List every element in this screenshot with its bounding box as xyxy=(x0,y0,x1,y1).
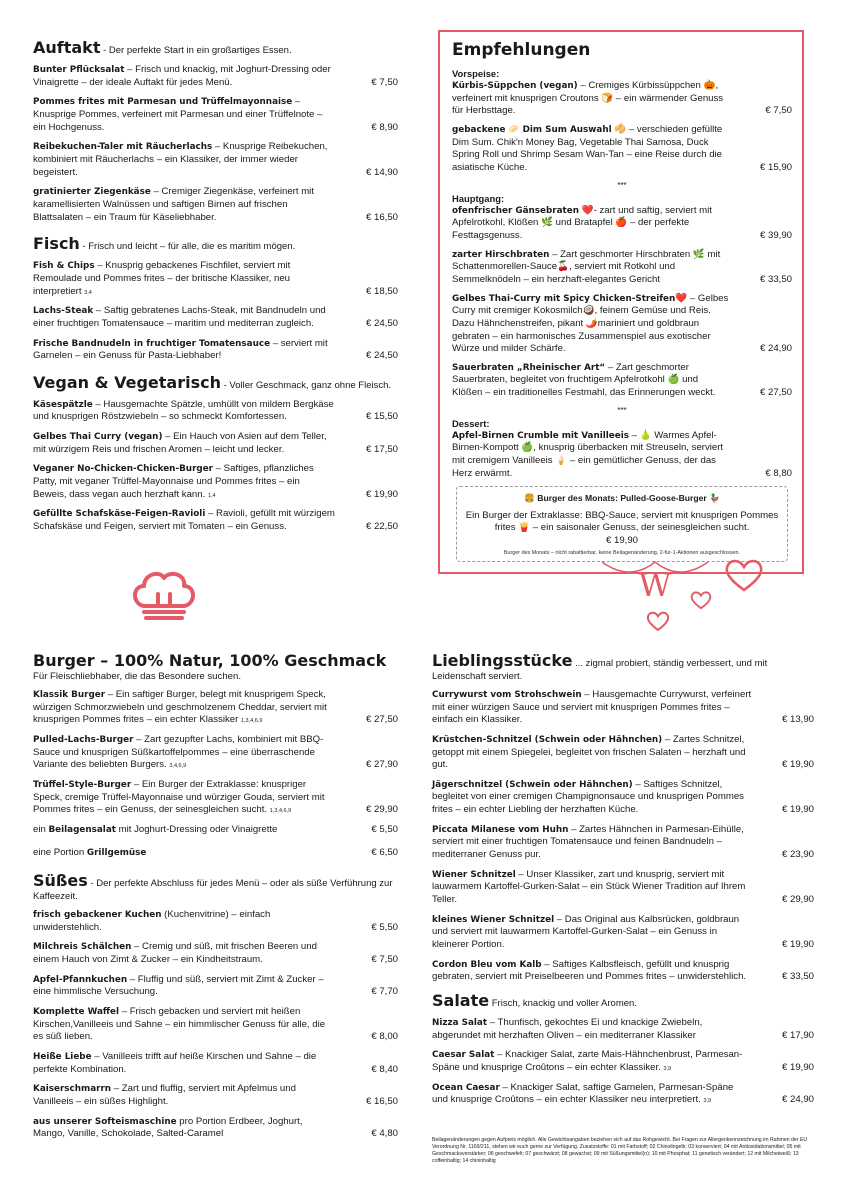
section-subtitle: ... zigmal probiert, ständig verbessert, und mit Leidenschaft serviert. xyxy=(432,658,768,682)
item-desc: ❤️- zart und saftig, serviert mit Apfelrotkohl, Klößen 🌿 und Bratapfel 🍎 – der perfekte Festtagsgenuss. xyxy=(452,204,712,241)
menu-item xyxy=(33,431,398,456)
item-name: ofenfrischer Gänsebraten xyxy=(452,205,579,216)
item-desc: – Saftiges Kalbsfleisch, gefüllt und knusprig gebraten, serviert mit Preiselbeeren und Pommes frites – unwiderstehlich. xyxy=(432,958,747,983)
section-burger-extras xyxy=(33,824,398,859)
item-desc: – Saftiges Schnitzel, begleitet von einer cremigen Champignonsauce und knusprigen Pommes frites – ein echter Liebling der herzhaften Küche. xyxy=(432,778,744,816)
menu-item xyxy=(33,96,398,134)
section-fisch-header xyxy=(33,234,398,254)
item-desc: – Saftig gebratenes Lachs-Steak, mit Bandnudeln und einer fruchtigen Tomatensauce – maritim und mediterran zugleich. xyxy=(33,305,326,329)
item-price: € 7,50 xyxy=(371,76,398,88)
item-price: € 39,90 xyxy=(759,229,792,241)
section-vegan xyxy=(33,399,398,534)
section-burger-header xyxy=(33,651,398,683)
item-desc: – Cremiger Ziegenkäse, verfeinert mit karamellisierten Walnüssen und saftigen Birnen auf frischen Blattsalaten – ein Traum für Käseliebhaber. xyxy=(33,186,314,223)
item-desc: – Zart gezupfter Lachs, kombiniert mit BBQ-Sauce und knusprigen Süßkartoffelpommes – eine überraschende Variante des beliebten Burgers. xyxy=(33,733,324,771)
menu-item xyxy=(33,734,398,772)
separator: *** xyxy=(617,405,627,415)
item-price: € 29,90 xyxy=(365,804,398,816)
item-price: € 19,90 xyxy=(781,1061,814,1073)
item-name: Trüffel-Style-Burger xyxy=(33,779,132,790)
item-price: € 23,90 xyxy=(781,849,814,861)
item-name: Caesar Salat xyxy=(432,1050,495,1061)
item-desc: – Knackiger Salat, zarte Mais-Hähnchenbrust, Parmesan-Späne und knusprige Croûtons – ein echter Klassiker. xyxy=(432,1049,743,1073)
item-price: € 15,50 xyxy=(365,411,398,423)
burger-of-month-desc: Ein Burger der Extraklasse: BBQ-Sauce, serviert mit knusprigen Pommes frites 🍟 – ein saisonaler Genuss, der seinesgleichen sucht. xyxy=(465,509,779,534)
menu-item xyxy=(432,1017,814,1042)
menu-item xyxy=(33,64,398,89)
item-name: Veganer No-Chicken-Chicken-Burger xyxy=(33,464,214,475)
separator: *** xyxy=(617,180,627,190)
menu-item xyxy=(452,362,792,400)
vorspeise-list xyxy=(452,80,792,175)
chef-hat-icon xyxy=(128,566,200,626)
item-price: € 19,90 xyxy=(365,488,398,500)
item-name: Milchreis Schälchen xyxy=(33,942,132,953)
menu-item xyxy=(33,1083,398,1108)
menu-item xyxy=(33,141,398,179)
menu-item xyxy=(33,260,398,298)
section-subtitle: Für Fleischliebhaber, die das Besondere suchen. xyxy=(33,671,241,682)
item-desc: – Vanilleeis trifft auf heiße Kirschen und Sahne – die perfekte Kombination. xyxy=(33,1050,317,1075)
item-price: € 8,40 xyxy=(371,1063,398,1075)
section-vegan-header xyxy=(33,373,398,393)
item-note: 3,9 xyxy=(703,1098,712,1105)
vorspeise-label: Vorspeise: xyxy=(452,68,500,79)
item-note: 3,4,6,9 xyxy=(169,763,187,770)
item-desc: – Unser Klassiker, zart und knusprig, serviert mit lauwarmem Kartoffel-Gurken-Salat – ein Stück Wiener Tradition auf Ihrem Teller. xyxy=(432,868,746,906)
item-name: Kaiserschmarrn xyxy=(33,1084,112,1095)
item-desc: – Zart und fluffig, serviert mit Apfelmus und Vanilleeis – ein süßes Highlight. xyxy=(33,1083,296,1107)
item-note: 1,4 xyxy=(207,492,216,499)
item-name: Apfel-Birnen Crumble mit Vanilleeis xyxy=(452,430,629,441)
item-note: 3,9 xyxy=(663,1065,672,1072)
burger-of-month-title: 🍔 Burger des Monats: Pulled-Goose-Burger 🦆 xyxy=(524,493,720,504)
menu-item xyxy=(33,338,398,363)
item-desc: – Saftiges, pflanzliches Patty, mit veganer Trüffel-Mayonnaise und Pommes frites – ein Beweis, dass vegan auch herzhaft kann. xyxy=(33,463,314,500)
item-price: € 8,90 xyxy=(371,121,398,133)
burger-of-month-box xyxy=(456,486,788,561)
item-name: Komplette Waffel xyxy=(33,1007,120,1018)
item-price: € 19,90 xyxy=(781,759,814,771)
item-desc: – serviert mit Garnelen – ein Genuss für Pasta-Liebhaber! xyxy=(33,337,328,362)
menu-item xyxy=(33,1051,398,1076)
item-name: kleines Wiener Schnitzel xyxy=(432,914,555,925)
item-desc: – Knackiger Salat, saftige Garnelen, Parmesan-Späne und knusprige Croûtons – ein echter Klassiker neu interpretiert. xyxy=(432,1081,734,1106)
item-price: € 6,50 xyxy=(371,846,398,858)
item-desc: ❤️ – Gelbes Curry mit cremiger Kokosmilch🥥, feinem Gemüse und Reis. Dazu Hähnchenstreifen, pikant 🌶️mariniert und goldbraun gebraten – ein harmonisches Zusammenspiel aus exotischer Würze und milder Schärfe. xyxy=(452,292,729,355)
item-desc: – Knusprige Pommes, verfeinert mit Parmesan und einer Trüffelnote – ein Hochgenuss. xyxy=(33,96,323,133)
allergen-footnote: Beilagenänderungen gegen Aufpreis möglich. Alle Gewichtsangaben beziehen sich auf das Rohgewicht. Bei Fragen zur Allergenkennzeichnung im Rahmen der EU Verordnung Nr. 1169/211, stehen wir euch gerne zur Verfügung. Zusatzstoffe: 01 mit Farbstoff; 02 Chinolingelb; 03 konserviert; 04 mit Antioxidationsmittel; 05 mit Geschmacksverstärker; 06 geschwefelt; 07 geschwärzt; 08 gewachst; 09 mit Süßungsmittel(n); 10 mit Phosphat; 11 genetisch verändert; 12 mit Milcheiweiß; 13 coffeinhaltig; 14 chininhaltig xyxy=(432,1137,808,1165)
item-price: € 27,90 xyxy=(365,759,398,771)
menu-item xyxy=(432,689,814,727)
section-subtitle: - Der perfekte Start in ein großartiges Essen. xyxy=(100,45,292,56)
menu-item xyxy=(452,124,792,175)
column-right-bottom xyxy=(432,651,814,1114)
item-price: € 19,90 xyxy=(781,939,814,951)
menu-item xyxy=(452,205,792,243)
item-price: € 7,70 xyxy=(371,986,398,998)
section-lieblings xyxy=(432,689,814,984)
section-auftakt xyxy=(33,64,398,224)
item-name: Gelbes Thai Curry (vegan) xyxy=(33,432,163,443)
section-suesses xyxy=(33,909,398,1141)
item-price: € 4,80 xyxy=(371,1128,398,1140)
item-desc: (Kuchenvitrine) – einfach unwiderstehlich. xyxy=(33,909,271,933)
item-price: € 16,50 xyxy=(365,211,398,223)
svg-text:W: W xyxy=(638,566,672,604)
item-note: 3,4 xyxy=(84,289,92,296)
section-title: Vegan & Vegetarisch xyxy=(33,372,221,392)
item-desc: – 🍐 Warmes Apfel-Birnen-Kompott 🍏, knusprig überbacken mit Streuseln, serviert mit cremigem Vanilleeis 🍦 – ein gemütlicher Genuss, der das Herz erwärmt. xyxy=(452,429,724,479)
item-name: Wiener Schnitzel xyxy=(432,869,516,880)
item-desc: – Frisch gebacken und serviert mit heißen Kirschen,Vanilleeis und Sahne – ein himmlischer Genuss für alle, die es süß lieben. xyxy=(33,1006,326,1043)
menu-item xyxy=(33,186,398,224)
item-name: Gelbes Thai-Curry mit Spicy Chicken-Streifen xyxy=(452,293,676,304)
section-title: Auftakt xyxy=(33,38,101,57)
item-note: 1,3,4,6,9 xyxy=(269,808,292,815)
item-name: Ocean Caesar xyxy=(432,1082,500,1093)
dessert-label: Dessert: xyxy=(452,417,490,429)
menu-item xyxy=(33,689,398,727)
item-name: gratinierter Ziegenkäse xyxy=(33,187,151,198)
item-price: € 33,50 xyxy=(781,971,814,983)
item-desc: pro Portion Erdbeer, Joghurt, Mango, Vanille, Schokolade, Salted-Caramel xyxy=(33,1115,303,1140)
section-subtitle: Frisch, knackig und voller Aromen. xyxy=(489,998,637,1009)
menu-item xyxy=(33,909,398,934)
item-name: Klassik Burger xyxy=(33,689,106,700)
menu-item xyxy=(452,430,792,481)
menu-item xyxy=(452,249,792,287)
side-item xyxy=(33,847,398,860)
item-name: zarter Hirschbraten xyxy=(452,249,550,260)
section-auftakt-header xyxy=(33,38,398,58)
heart-icon xyxy=(645,609,671,633)
item-prefix: eine Portion xyxy=(33,846,87,858)
menu-item xyxy=(33,941,398,966)
item-desc: – Frisch und knackig, mit Joghurt-Dressing oder Vinaigrette – der ideale Auftakt für jedes Menü. xyxy=(33,64,331,88)
item-price: € 17,90 xyxy=(781,1029,814,1041)
item-desc: 🥠 – verschieden gefüllte Dim Sum. Chik'n Money Bag, Vegetable Thai Samosa, Duck Spring Roll und Shrimp Sesam Wan-Tan – eine Reise durch die asiatische Küche. xyxy=(452,123,723,173)
item-price: € 27,50 xyxy=(365,714,398,726)
item-desc: – Fluffig und süß, serviert mit Zimt & Zucker – eine himmlische Versuchung. xyxy=(33,973,324,998)
item-desc: – Zart geschmorter Hirschbraten 🌿 mit Schattenmorellen-Sauce🍒, serviert mit Rotkohl und Semmelknödeln – ein herzhaft-elegantes Gericht xyxy=(452,248,721,285)
menu-item xyxy=(432,1049,814,1074)
item-name: Heiße Liebe xyxy=(33,1051,92,1062)
item-price: € 17,50 xyxy=(365,443,398,455)
heart-icon xyxy=(722,556,766,594)
menu-item xyxy=(33,974,398,999)
menu-item xyxy=(33,305,398,330)
column-left-top xyxy=(33,38,398,541)
menu-item xyxy=(33,779,398,817)
menu-item xyxy=(33,399,398,424)
item-desc: – Cremiges Kürbissüppchen 🎃, verfeinert mit knusprigen Croutons 🍞 – ein wärmender Genuss für Herbsttage. xyxy=(452,80,724,117)
item-name: Fish & Chips xyxy=(33,261,95,272)
menu-item xyxy=(452,293,792,356)
item-price: € 18,50 xyxy=(365,285,398,297)
section-title: Süßes xyxy=(33,871,88,891)
section-suesses-header xyxy=(33,871,398,903)
item-price: € 29,90 xyxy=(781,894,814,906)
item-price: € 7,50 xyxy=(765,105,792,117)
dessert-list xyxy=(452,430,792,481)
item-name: Pommes frites mit Parmesan und Trüffelmayonnaise xyxy=(33,97,293,108)
menu-item xyxy=(432,734,814,772)
menu-item xyxy=(432,869,814,907)
heart-icon xyxy=(689,589,713,611)
item-desc: – Ein saftiger Burger, belegt mit knusprigem Speck, würzigen Schmorzwiebeln und geschmolzenem Cheddar, serviert mit knusprigen Pommes frites – ein echter Klassiker xyxy=(33,688,327,726)
hauptgang-list xyxy=(452,205,792,400)
item-desc: – Zart geschmorter Sauerbraten, begleitet von fruchtigem Apfelrotkohl 🍏 und Klößen – ein traditionelles Festmahl, das Erinnerungen weckt. xyxy=(452,361,716,399)
item-name: Bunter Pflücksalat xyxy=(33,65,125,75)
item-name: gebackene 🥟 Dim Sum Auswahl xyxy=(452,124,612,135)
item-price: € 24,90 xyxy=(781,1094,814,1106)
item-name: Jägerschnitzel (Schwein oder Hähnchen) xyxy=(432,779,633,790)
item-prefix: ein xyxy=(33,823,49,835)
item-desc: – Ein Burger der Extraklasse: knuspriger Speck, cremige Trüffel-Mayonnaise und würziger Gouda, serviert mit Pommes frites – ein Genuss, der seinesgleichen sucht. xyxy=(33,778,325,816)
item-name: Gefüllte Schafskäse-Feigen-Ravioli xyxy=(33,509,206,520)
section-subtitle: - Der perfekte Abschluss für jedes Menü – oder als süße Verführung zur Kaffeezeit. xyxy=(33,878,393,903)
section-title: Fisch xyxy=(33,234,80,254)
section-title: Salate xyxy=(432,991,490,1010)
item-desc: – Knusprige Reibekuchen, kombiniert mit Räucherlachs – ein Klassiker, der immer wieder begeistert. xyxy=(33,141,328,178)
item-price: € 24,90 xyxy=(759,343,792,355)
column-left-bottom xyxy=(33,651,398,1148)
section-burger xyxy=(33,689,398,817)
item-price: € 24,50 xyxy=(365,317,398,329)
item-name: Krüstchen-Schnitzel (Schwein oder Hähnchen) xyxy=(432,734,663,745)
side-item xyxy=(33,824,398,837)
item-price: € 19,90 xyxy=(781,804,814,816)
item-desc: – Ein Hauch von Asien auf dem Teller, mit würzigem Reis und frischen Aromen – leicht und lecker. xyxy=(33,431,327,455)
item-desc: – Thunfisch, gekochtes Ei und knackige Zwiebeln, abgerundet mit herzhaften Oliven – ein mediterraner Klassiker xyxy=(432,1017,703,1041)
item-desc: – Hausgemachte Spätzle, umhüllt von mildem Bergkäse und knusprigen Röstzwiebeln – so schmeckt Komfortessen. xyxy=(33,398,334,423)
section-fisch xyxy=(33,260,398,363)
menu-item xyxy=(33,1116,398,1141)
burger-of-month-price: € 19,90 xyxy=(605,535,638,547)
item-desc: – Cremig und süß, mit frischen Beeren und einem Hauch von Zimt & Zucker – ein Kindheitstraum. xyxy=(33,941,317,966)
item-name: Kürbis-Süppchen (vegan) xyxy=(452,81,578,91)
item-price: € 14,90 xyxy=(365,166,398,178)
section-subtitle: - Voller Geschmack, ganz ohne Fleisch. xyxy=(220,379,392,391)
item-name: Pulled-Lachs-Burger xyxy=(33,734,134,745)
item-name: frisch gebackener Kuchen xyxy=(33,910,162,921)
item-name: Beilagensalat xyxy=(48,824,116,835)
menu-item xyxy=(432,1082,814,1107)
menu-item xyxy=(432,959,814,984)
item-name: Lachs-Steak xyxy=(33,306,94,317)
item-price: € 16,50 xyxy=(365,1095,398,1107)
menu-item xyxy=(33,463,398,501)
section-salate-header xyxy=(432,991,814,1011)
item-price: € 7,50 xyxy=(371,954,398,966)
item-desc: – Ravioli, gefüllt mit würzigem Schafskäse und Feigen, serviert mit Tomaten – ein Genuss. xyxy=(33,508,335,533)
recommendations-box xyxy=(438,30,804,574)
item-price: € 22,50 xyxy=(365,521,398,533)
menu-item xyxy=(452,80,792,118)
menu-item xyxy=(432,824,814,862)
item-price: € 27,50 xyxy=(759,387,792,399)
item-price: € 13,90 xyxy=(781,714,814,726)
section-salate xyxy=(432,1017,814,1107)
item-price: € 24,50 xyxy=(365,350,398,362)
item-desc: – Zartes Schnitzel, getoppt mit einem Spiegelei, begleitet von frischen Salaten – herzhaft und gut. xyxy=(432,733,746,771)
menu-item xyxy=(33,1006,398,1044)
item-name: Currywurst vom Strohschwein xyxy=(432,689,582,700)
item-name: Reibekuchen-Taler mit Räucherlachs xyxy=(33,142,213,153)
hauptgang-label: Hauptgang: xyxy=(452,192,505,204)
menu-item xyxy=(432,914,814,952)
item-price: € 8,00 xyxy=(371,1031,398,1043)
section-lieblings-header xyxy=(432,651,814,683)
burger-of-month-note: Burger des Monats – nicht rabattierbar, keine Beilagenänderung, 2-für-1-Aktionen ausgeschlossen. xyxy=(503,549,741,556)
item-suffix: mit Joghurt-Dressing oder Vinaigrette xyxy=(115,823,278,835)
item-name: aus unserer Softeismaschine xyxy=(33,1116,177,1127)
menu-item xyxy=(33,508,398,533)
item-desc: – Hausgemachte Currywurst, verfeinert mit einer würzigen Sauce und serviert mit knusprigen Pommes frites – einfach ein Klassiker. xyxy=(432,688,752,726)
item-name: Frische Bandnudeln in fruchtiger Tomatensauce xyxy=(33,338,271,349)
item-desc: – Das Original aus Kalbsrücken, goldbraun und serviert mit lauwarmem Kartoffel-Gurken-Salat – ein Genuss in kleinerer Portion. xyxy=(432,913,740,951)
item-price: € 5,50 xyxy=(371,921,398,933)
item-name: Käsespätzle xyxy=(33,399,93,410)
section-subtitle: - Frisch und leicht – für alle, die es maritim mögen. xyxy=(79,241,296,253)
item-price: € 5,50 xyxy=(371,823,398,835)
item-price: € 15,90 xyxy=(759,161,792,173)
menu-item xyxy=(432,779,814,817)
item-name: Piccata Milanese vom Huhn xyxy=(432,824,569,835)
item-name: Nizza Salat xyxy=(432,1018,488,1028)
section-title: Lieblingsstücke xyxy=(432,651,573,670)
item-name: Grillgemüse xyxy=(86,847,147,858)
item-price: € 33,50 xyxy=(759,273,792,285)
item-name: Cordon Bleu vom Kalb xyxy=(432,959,542,970)
item-price: € 8,80 xyxy=(765,467,792,479)
item-desc: – Knusprig gebackenes Fischfilet, serviert mit Remoulade und Pommes frites – der britische Klassiker, neu interpretiert xyxy=(33,260,291,297)
recommendations-title: Empfehlungen xyxy=(452,40,591,60)
item-name: Apfel-Pfannkuchen xyxy=(33,974,128,985)
item-desc: – Zartes Hähnchen in Parmesan-Eihülle, serviert mit einer fruchtigen Tomatensauce und feinen Bandnudeln – mediterraner Genuss pur. xyxy=(432,823,744,861)
item-name: Sauerbraten „Rheinischer Art“ xyxy=(452,362,606,373)
item-note: 1,3,4,6,9 xyxy=(240,718,263,725)
section-title: Burger – 100% Natur, 100% Geschmack xyxy=(33,651,387,670)
